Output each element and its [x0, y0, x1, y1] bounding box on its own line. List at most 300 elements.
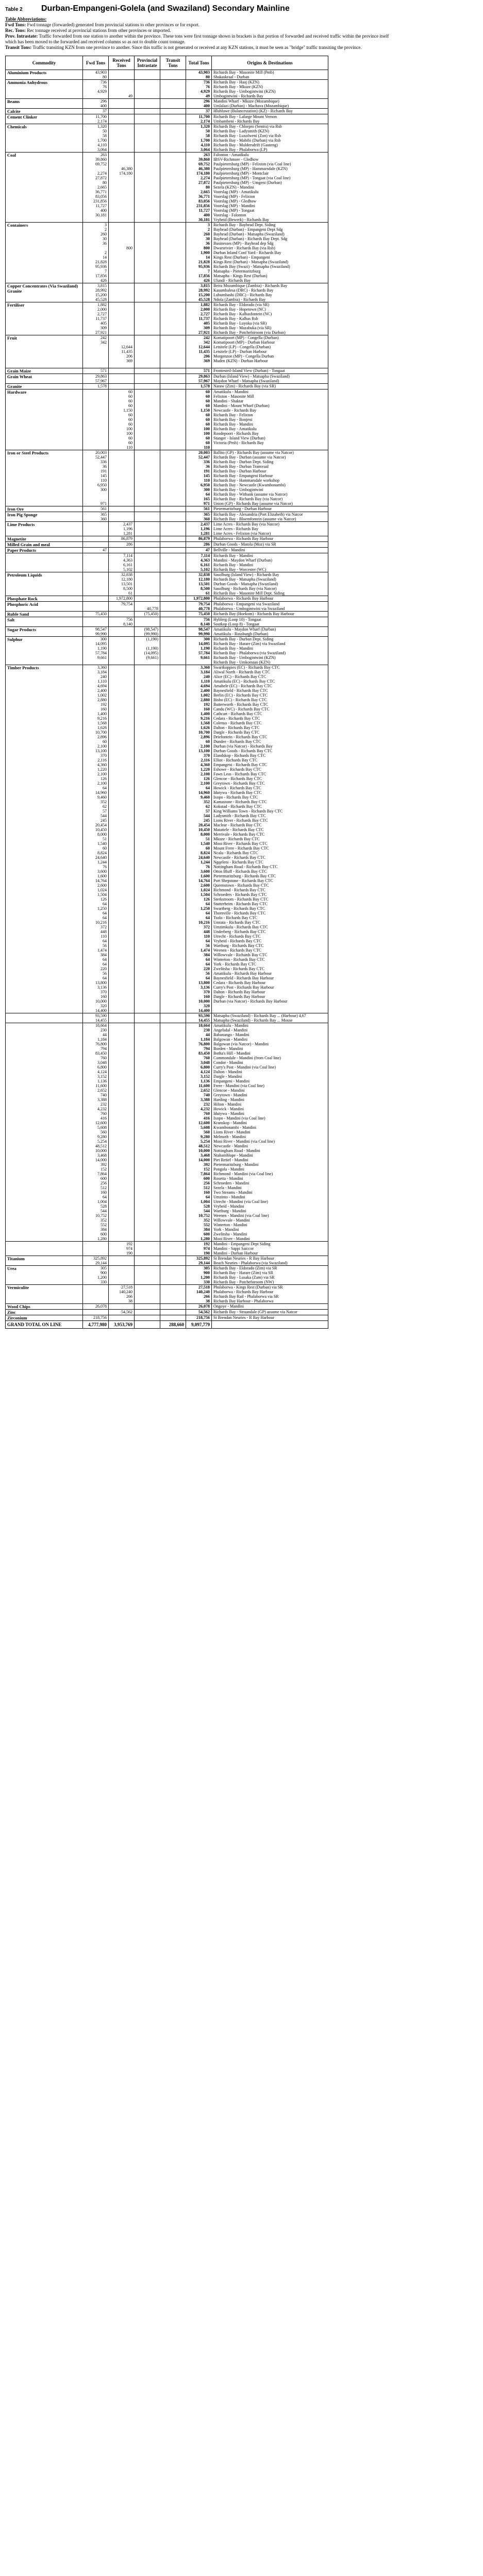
received-tons-cell: 1,972,800	[109, 596, 135, 602]
commodity-cell: Copper Concentrates (Via Swaziland) Granite	[6, 283, 83, 302]
transit-tons-cell	[160, 1023, 186, 1242]
origins-destinations-cell: Komatipoort (MP) - Congella (Durban) Komatipoort (MP) - Durban Harbour Letsitele (LP) - Congella (Durban) Letsitele (LP) - Durban Harbour Morgenzon (MP) - Congella Durban Muden (KZN) - Durban Harbour	[212, 335, 328, 368]
table-row	[6, 1285, 328, 1304]
origins-destinations-cell: Hyblerg (Loop 10) - Tongaat Soutkop (Loop 8) - Tongaat	[212, 617, 328, 627]
title-bar	[5, 4, 478, 13]
total-tons-cell: 98,547 99,990	[186, 627, 212, 637]
commodity-cell: Magnetite	[6, 536, 83, 542]
fwd-tons-cell: 3,360 3,184 240 1,110 4,694 2,400 1,002 2,880 192 160 1,400 9,216 1,568 1,626 10,700 2,896 60 2,100 13,100 370 2,116 4,360 1,220 2,100 126 2,100 64 14,960 9,460 352 62 57 544 245 20,454 10,450 8,000 51 1,540 60 8,824 24,640 1,244 76 3,600 1,600 14,764 2,600 1,024 1,504 126 64 1,250 64 64 10,216 372 448 110 64 56 1,474 384 64 64 220 56 64 13,800 3,136 370 160 10,000 320 14,400	[83, 665, 109, 1013]
commodity-cell: Beams	[6, 99, 83, 109]
provincial-intrastate-cell	[135, 450, 160, 506]
transit-tons-cell	[160, 368, 186, 374]
received-tons-cell	[109, 1315, 135, 1321]
table-row	[6, 283, 328, 302]
received-tons-cell: 79,754	[109, 602, 135, 612]
received-tons-cell	[109, 1256, 135, 1266]
transit-tons-cell	[160, 223, 186, 283]
total-tons-cell: 3 2 260 30 36 800 1,900 14 21,828 95,936 7 17,856 426	[186, 223, 212, 283]
received-tons-cell	[109, 384, 135, 389]
transit-tons-cell	[160, 450, 186, 506]
provincial-intrastate-cell	[135, 223, 160, 283]
freight-table	[5, 56, 328, 1329]
transit-tons-cell	[160, 522, 186, 536]
received-tons-cell	[109, 283, 135, 302]
commodity-cell: Fruit	[6, 335, 83, 368]
received-tons-cell: 2,437 1,196 1,281	[109, 522, 135, 536]
table-row	[6, 512, 328, 522]
provincial-intrastate-cell	[135, 1304, 160, 1310]
origins-destinations-cell: Richards Bay - Haaj (KZN) Richards Bay - Mkuze (KZN) Richards Bay - Umbogintwini (KZN) Umbogintwini - Richards Bay	[212, 80, 328, 99]
table-row	[6, 522, 328, 536]
origins-destinations-cell: Phalaborwa - Richards Bay Harbour	[212, 536, 328, 542]
received-tons-cell	[109, 1023, 135, 1242]
received-tons-cell	[109, 368, 135, 374]
transit-tons-cell	[160, 572, 186, 596]
received-tons-cell: 7,114 4,363 6,161 5,102	[109, 553, 135, 572]
origins-destinations-cell: Naraw (Zim) - Richards Bay (via SR)	[212, 384, 328, 389]
transit-tons-cell	[160, 109, 186, 114]
total-tons-cell: 1,320 50 58 1,700 4,110 3,064	[186, 124, 212, 152]
commodity-cell: Phosphate Rock	[6, 596, 83, 602]
total-tons-cell: 325,892 29,144	[186, 1256, 212, 1266]
transit-tons-cell	[160, 665, 186, 1013]
total-tons-cell: 27,518 140,240 266 38	[186, 1285, 212, 1304]
provincial-intrastate-cell	[135, 506, 160, 512]
table-title: Durban-Empangeni-Golela (and Swaziland) Secondary Mainline	[41, 4, 290, 13]
commodity-cell: Calcite	[6, 109, 83, 114]
provincial-intrastate-cell	[135, 542, 160, 548]
transit-tons-cell	[160, 283, 186, 302]
commodity-cell: Iron or Steel Products	[6, 450, 83, 506]
abbreviation-term: Fwd Tons:	[5, 22, 26, 27]
commodity-cell: Lime Products	[6, 522, 83, 536]
provincial-intrastate-cell: (98,547) (99,990)	[135, 627, 160, 637]
table-row	[6, 70, 328, 80]
fwd-tons-cell: 18,664 230 44 1,184 76,800 794 83,450 760 3,048 6,800 4,124 3,152 1,136 11,600 2,652 740 3,388 232 4,232 760 416 12,600 5,608 560 9,280 5,254 48,512 10,000 3,468 14,000 392 152 7,864 600 256 512 160 64 1,004 528 544 10,752 352 552 384 600 1,280	[83, 1023, 109, 1242]
total-tons-cell: 3,815 28,992 15,200 45,528	[186, 283, 212, 302]
origins-destinations-cell: Phalaborwa - Kings Rest (Durban) via SR Phalaborwa - Richards Bay Harbour Richards Bay Rail - Phalaborwa via SR Richards Bay Harbour - Phalaborwa	[212, 1285, 328, 1304]
received-tons-cell: 49	[109, 80, 135, 99]
table-row	[6, 553, 328, 572]
table-row	[6, 602, 328, 612]
total-tons-cell: 365 360	[186, 512, 212, 522]
origins-destinations-cell: St Brendan Neuries - R Bay Harbour Beach Neuries - Phalaborwa (via Swaziland)	[212, 1256, 328, 1266]
table-row	[6, 223, 328, 283]
provincial-intrastate-cell	[135, 548, 160, 553]
table-row	[6, 1315, 328, 1321]
fwd-tons-cell	[83, 617, 109, 627]
table-row	[6, 612, 328, 617]
grand-total-transit: 288,660	[160, 1321, 186, 1329]
provincial-intrastate-cell	[135, 553, 160, 572]
provincial-intrastate-cell	[135, 302, 160, 335]
received-tons-cell	[109, 450, 135, 506]
table-row	[6, 389, 328, 450]
total-tons-cell: 2,437 1,196 1,281	[186, 522, 212, 536]
grand-total-rec: 3,953,769	[109, 1321, 135, 1329]
provincial-intrastate-cell	[135, 70, 160, 80]
total-tons-cell: 60 60 60 60 1,150 60 60 60 100 100 60 60 110	[186, 389, 212, 450]
origins-destinations-cell: Richards Bay - Chlorpro (Sentra) via Rsb Richards Bay - Ladysmith (KZN) Richards Bay - Luxolweni (Zon) via Rsb Richards Bay - Mabibi (Durban) via Rsb Richards Bay - Muldersdrift (Gauteng) Richards Bay - Phalaborwa (LP)	[212, 124, 328, 152]
transit-tons-cell	[160, 1266, 186, 1285]
transit-tons-cell	[160, 602, 186, 612]
origins-destinations-cell: Richards Bay - Eldorado (Zim) via SR Richards Bay - Harare (Zim) via SR Richards Bay - Lusaka (Zam) via SR Richards Bay - Potchefstroom (NW)	[212, 1266, 328, 1285]
total-tons-cell: 29,863 57,967	[186, 374, 212, 384]
commodity-cell: Granite	[6, 384, 83, 389]
origins-destinations-cell: Phalaborwa - Empangeni via Swaziland Phalaborwa - Umbogintwini via Swaziland	[212, 602, 328, 612]
received-tons-cell	[109, 627, 135, 637]
received-tons-cell: 60 60 60 60 1,150 60 60 60 100 100 60 60 110	[109, 389, 135, 450]
fwd-tons-cell	[83, 389, 109, 450]
total-tons-cell: 756 8,140	[186, 617, 212, 627]
fwd-tons-cell	[83, 602, 109, 612]
origins-destinations-cell: Richards Bay - Masonite Mill (Pmb) Shakaskraal - Durban	[212, 70, 328, 80]
origins-destinations-cell: Sasolburg (Island View) - Richards Bay Richards Bay - Matsapha (Swaziland) Durban Goods - Matsapha (Swaziland) Sasolburg - Richards Bay (via Natcor) Richards Bay - Masonite Mill Dept. Siding	[212, 572, 328, 596]
provincial-intrastate-cell	[135, 283, 160, 302]
fwd-tons-cell: 26,078	[83, 1304, 109, 1310]
fwd-tons-cell: 1,320 50 58 1,700 4,110 3,064	[83, 124, 109, 152]
table-row	[6, 80, 328, 99]
header-received-tons: Received Tons	[109, 56, 135, 70]
received-tons-cell: 800	[109, 223, 135, 283]
provincial-intrastate-cell	[135, 384, 160, 389]
total-tons-cell: 571	[186, 368, 212, 374]
total-tons-cell: 7,114 4,363 6,161 5,102	[186, 553, 212, 572]
received-tons-cell: 46,380 174,180	[109, 152, 135, 223]
transit-tons-cell	[160, 627, 186, 637]
total-tons-cell: 296 400	[186, 99, 212, 109]
table-row	[6, 124, 328, 152]
abbreviations-block	[5, 16, 397, 50]
total-tons-cell: 11,700 2,174	[186, 114, 212, 124]
provincial-intrastate-cell: (1,190) (1,190) (14,095) (9,661)	[135, 637, 160, 665]
received-tons-cell: 192 974 190	[109, 1242, 135, 1256]
origins-destinations-cell: Richards Bay - Bayhead Dept. Siding Bayhead (Durban) - Empangeni Dept Sdg Bayhead (Durban) - Matsapha (Swaziland) Bayhead (Durban) - Richards Bay Dept. Sdg Businesses (MP) - Bayhead dep Sdg Dwarsrivier - Richards Bay (via Rsb) Durban Inland Conf Yard - Richards Bay Kings Rest (Durban) - Empangeni Kings Rest (Durban) - Matsapha (Swaziland) Richards Bay (Swazi) - Matsapha (Swaziland) Matsapha - Pietermaritzburg Matsapha - Kings Rest (Durban) Ulundi - Richards Bay	[212, 223, 328, 283]
provincial-intrastate-cell	[135, 335, 160, 368]
grand-total-label: GRAND TOTAL ON LINE	[6, 1321, 83, 1329]
origins-destinations-cell: Frontesteil-Island View (Durban) - Tongaat	[212, 368, 328, 374]
received-tons-cell	[109, 374, 135, 384]
commodity-cell: Fertiliser	[6, 302, 83, 335]
transit-tons-cell	[160, 99, 186, 109]
provincial-intrastate-cell	[135, 1315, 160, 1321]
fwd-tons-cell	[83, 536, 109, 542]
origins-destinations-cell: Ballito (GP) - Richards Bay (assume via Natcor) Richards Bay - Durban (assume via Natcor) Richards Bay - Durban Dept. Siding Richards Bay - Durban Transvaal Richards Bay - Durban Harbour Richards Bay - Empangeni Harbour Richards Bay - Hammarsdale workshop Richards Bay - Newcastle (Kwambonambi) Richards Bay - Umbogintwini Richards Bay - Witbank (assume via Natcor) Richards Bay - Richards Bay (via Natcor) Union (GP) - Richards Bay (assume via Natcor)	[212, 450, 328, 506]
commodity-cell	[6, 1023, 83, 1242]
origins-destinations-cell: Beira Mozambique (Zambia) - Richards Bay Kasumbalesa (DRC) - Richards Bay Lubumbashi (DRC) - Richards Bay Ndola (Zambia) - Richards Bay	[212, 283, 328, 302]
total-tons-cell: 300 14,095 1,190 57,784 9,661	[186, 637, 212, 665]
commodity-cell: Grain Maize	[6, 368, 83, 374]
table-row	[6, 114, 328, 124]
provincial-intrastate-cell	[135, 1310, 160, 1315]
total-tons-cell: 43,903 80	[186, 70, 212, 80]
total-tons-cell: 1,972,800	[186, 596, 212, 602]
transit-tons-cell	[160, 536, 186, 542]
total-tons-cell: 286	[186, 542, 212, 548]
transit-tons-cell	[160, 114, 186, 124]
commodity-cell: Zirconium	[6, 1315, 83, 1321]
table-row	[6, 1256, 328, 1266]
abbreviation-item	[5, 45, 397, 50]
received-tons-cell	[109, 99, 135, 109]
table-row	[6, 1242, 328, 1256]
commodity-cell: Zinc	[6, 1310, 83, 1315]
transit-tons-cell	[160, 617, 186, 627]
commodity-cell: Titanium	[6, 1256, 83, 1266]
received-tons-cell	[109, 302, 135, 335]
abbreviations-heading: Table Abbreviations:	[5, 16, 47, 22]
origins-destinations-cell: Bellville - Mandini	[212, 548, 328, 553]
transit-tons-cell	[160, 553, 186, 572]
commodity-cell	[6, 1242, 83, 1256]
received-tons-cell	[109, 124, 135, 152]
grand-total-row	[6, 1321, 328, 1329]
transit-tons-cell	[160, 512, 186, 522]
transit-tons-cell	[160, 548, 186, 553]
fwd-tons-cell	[83, 1242, 109, 1256]
transit-tons-cell	[160, 389, 186, 450]
provincial-intrastate-cell	[135, 1023, 160, 1242]
commodity-cell: Aluminium Products	[6, 70, 83, 80]
provincial-intrastate-cell	[135, 665, 160, 1013]
table-row	[6, 536, 328, 542]
table-header-row	[6, 56, 328, 70]
fwd-tons-cell	[83, 572, 109, 596]
commodity-cell: Timber Products	[6, 665, 83, 1013]
table-row	[6, 1013, 328, 1023]
fwd-tons-cell: 11,700 2,174	[83, 114, 109, 124]
provincial-intrastate-cell: 40,778	[135, 602, 160, 612]
transit-tons-cell	[160, 1315, 186, 1321]
commodity-cell: Iron Pig Sponge	[6, 512, 83, 522]
total-tons-cell: 37	[186, 109, 212, 114]
total-tons-cell: 736 76 4,929 49	[186, 80, 212, 99]
received-tons-cell	[109, 512, 135, 522]
transit-tons-cell	[160, 612, 186, 617]
table-row	[6, 596, 328, 602]
origins-destinations-cell: Richards Bay - Eldorado (via SR) Richards Bay - Hopetown (NC) Richards Bay - Kalbasfontein (NC) Richards Bay - Kalbas Rsb Richards Bay - Luyoka (via SR) Richards Bay - Mazabuka (via SR) Richards Bay - Potchefstroom (via Durban)	[212, 302, 328, 335]
origins-destinations-cell: Richards Bay (Hoekom) - Richards Bay Harbour	[212, 612, 328, 617]
commodity-cell: Coal	[6, 152, 83, 223]
fwd-tons-cell: 75,450	[83, 612, 109, 617]
fwd-tons-cell	[83, 553, 109, 572]
origins-destinations-cell: Phalaborwa - Richards Bay Harbour	[212, 596, 328, 602]
origins-destinations-cell: Mandini Wharf - Mkuze (Mozambique) Umlalazi (Durban) - Machava (Mozambique)	[212, 99, 328, 109]
commodity-cell: Sugar Products	[6, 627, 83, 637]
provincial-intrastate-cell	[135, 1242, 160, 1256]
abbreviation-item	[5, 28, 397, 33]
provincial-intrastate-cell	[135, 1256, 160, 1266]
commodity-cell	[6, 553, 83, 572]
commodity-cell: Ruble Sand	[6, 612, 83, 617]
commodity-cell	[6, 1013, 83, 1023]
received-tons-cell	[109, 612, 135, 617]
received-tons-cell	[109, 1304, 135, 1310]
origins-destinations-cell: Pietermaritzburg - Durban Harbour	[212, 506, 328, 512]
origins-destinations-cell: Hluhluwe (Balancestation) (KZ) - Richards Bay	[212, 109, 328, 114]
table-row	[6, 1310, 328, 1315]
transit-tons-cell	[160, 506, 186, 512]
provincial-intrastate-cell	[135, 80, 160, 99]
provincial-intrastate-cell	[135, 368, 160, 374]
fwd-tons-cell: 571	[83, 368, 109, 374]
table-row	[6, 1023, 328, 1242]
total-tons-cell: 305 900 1,200 330	[186, 1266, 212, 1285]
table-row	[6, 99, 328, 109]
total-tons-cell: 54,562	[186, 1310, 212, 1315]
origins-destinations-cell: Richards Bay - Struandale (GP) assume via Natcor	[212, 1310, 328, 1315]
received-tons-cell: 286	[109, 542, 135, 548]
fwd-tons-cell: 20,003 52,447 336 36 191 145 110 6,950 300 971	[83, 450, 109, 506]
received-tons-cell	[109, 1013, 135, 1023]
provincial-intrastate-cell	[135, 374, 160, 384]
received-tons-cell: 12,644 11,435 206 369	[109, 335, 135, 368]
received-tons-cell	[109, 1266, 135, 1285]
origins-destinations-cell: Richards Bay - Mandini Mandini - Maydon Wharf (Durban) Richards Bay - Mandini Richards Bay - Worcester (WC)	[212, 553, 328, 572]
provincial-intrastate-cell	[135, 572, 160, 596]
provincial-intrastate-cell	[135, 389, 160, 450]
commodity-cell: Vermiculite	[6, 1285, 83, 1304]
grand-total-od	[212, 1321, 328, 1329]
transit-tons-cell	[160, 1285, 186, 1304]
table-row	[6, 548, 328, 553]
commodity-cell: Phosphoric Acid	[6, 602, 83, 612]
provincial-intrastate-cell	[135, 596, 160, 602]
grand-total-prov	[135, 1321, 160, 1329]
table-row	[6, 506, 328, 512]
origins-destinations-cell: Richards Bay - Alexandria (Port Elizabeth) via Natcor Richards Bay - Bloemfontein (assume via Natcor)	[212, 512, 328, 522]
table-row	[6, 637, 328, 665]
transit-tons-cell	[160, 152, 186, 223]
provincial-intrastate-cell	[135, 124, 160, 152]
fwd-tons-cell: 37	[83, 109, 109, 114]
origins-destinations-cell: Ongoye - Mandini	[212, 1304, 328, 1310]
fwd-tons-cell	[83, 1285, 109, 1304]
fwd-tons-cell: 325,892 29,144	[83, 1256, 109, 1266]
transit-tons-cell	[160, 70, 186, 80]
received-tons-cell	[109, 109, 135, 114]
provincial-intrastate-cell	[135, 522, 160, 536]
fwd-tons-cell	[83, 1310, 109, 1315]
grand-total-fwd: 4,777,980	[83, 1321, 109, 1329]
transit-tons-cell	[160, 637, 186, 665]
provincial-intrastate-cell	[135, 1013, 160, 1023]
received-tons-cell	[109, 548, 135, 553]
transit-tons-cell	[160, 1013, 186, 1023]
total-tons-cell: 1,882 2,000 2,727 11,737 405 309 27,921	[186, 302, 212, 335]
fwd-tons-cell: 300 14,095 1,190 57,784 9,661	[83, 637, 109, 665]
transit-tons-cell	[160, 1304, 186, 1310]
transit-tons-cell	[160, 1256, 186, 1266]
provincial-intrastate-cell	[135, 152, 160, 223]
commodity-cell: Hardware	[6, 389, 83, 450]
origins-destinations-cell: Matsapha (Swaziland) - Richards Bay ... (Harbour) 4,67 Matsapha (Swaziland) - Richards Bay ... Mouse	[212, 1013, 328, 1023]
fwd-tons-cell: 242 342	[83, 335, 109, 368]
fwd-tons-cell: 98,547 99,990	[83, 627, 109, 637]
commodity-cell: Cement Clinker	[6, 114, 83, 124]
fwd-tons-cell: 736 76 4,929	[83, 80, 109, 99]
abbreviation-term: Prov. Intrastate:	[5, 33, 38, 39]
total-tons-cell: 86,879	[186, 536, 212, 542]
fwd-tons-cell: 3 2 260 30 36 2 14 21,828 95,936 7 17,856 426	[83, 223, 109, 283]
grand-total-total: 9,097,779	[186, 1321, 212, 1329]
header-fwd-tons: Fwd Tons	[83, 56, 109, 70]
abbreviation-text: Traffic forwarded from one station to another within the province. These tons were first tonnage shown in brackets is that portion of forwarded and received traffic within the province itself which has been moved to the forwarded and received columns so as not to double count tonnage.	[5, 33, 389, 44]
fwd-tons-cell: 1,882 2,000 2,727 11,737 405 309 27,921	[83, 302, 109, 335]
total-tons-cell: 75,450	[186, 612, 212, 617]
table-row	[6, 450, 328, 506]
received-tons-cell: 27,518 140,240 266 38	[109, 1285, 135, 1304]
commodity-cell: Wood Chips	[6, 1304, 83, 1310]
origins-destinations-cell: Amatikulu - Maydon Wharf (Durban) Amatikulu - Rossburgh (Durban)	[212, 627, 328, 637]
header-commodity: Commodity	[6, 56, 83, 70]
origins-destinations-cell: Durban (Island View) - Matsapha (Swaziland) Maydon Wharf - Matsapha (Swaziland)	[212, 374, 328, 384]
total-tons-cell: 20,003 52,447 336 36 191 145 110 6,950 300 64 165 971	[186, 450, 212, 506]
received-tons-cell	[109, 114, 135, 124]
received-tons-cell: 32,838 12,180 13,501 8,500 61	[109, 572, 135, 596]
transit-tons-cell	[160, 374, 186, 384]
table-row	[6, 368, 328, 374]
fwd-tons-cell: 1,578	[83, 384, 109, 389]
table-number: Table 2	[5, 7, 23, 12]
table-row	[6, 302, 328, 335]
fwd-tons-cell: 305 900 1,200 330	[83, 1266, 109, 1285]
origins-destinations-cell: Falonton - Amatikulu IBSV-Richmore - Gledhow Paulpietersburg (MP) - Felixton (via Coal line) Paulpietersburg (MP) - Hammarsdale (KZN) Paulpietersburg (MP) - Montclair Paulpietersburg (MP) - Tongaat (via Coal line) Paulpietersburg (MP) - Umgeni (Durban) Sezela (KZN) - Mandini Voorslag (MP) - Amatikulu Voorslag (MP) - Felixton Voorslag (MP) - Gledhow Voorslag (MP) - Mandini Voorslag (MP) - Tongaat Voorslag - Falonton Vryheid (Bewerk) - Richards Bay	[212, 152, 328, 223]
origins-destinations-cell: St Brendan Neuries - R Bay Harbour	[212, 1315, 328, 1321]
total-tons-cell: 18,664 230 44 1,184 76,800 794 83,450 760 3,048 6,800 4,124 3,152 1,136 11,600 2,652 740 3,388 232 4,232 760 416 12,600 5,608 560 9,280 5,254 48,512 10,000 3,468 14,000 392 152 7,864 600 256 512 160 64 1,004 528 544 10,752 352 552 384 600 1,280	[186, 1023, 212, 1242]
fwd-tons-cell: 3,815 28,992 15,200 45,528	[83, 283, 109, 302]
total-tons-cell: 192 974 190	[186, 1242, 212, 1256]
abbreviation-text: Rec tonnage received at provincial stations from other provinces or imported.	[27, 28, 171, 33]
origins-destinations-cell: Richards Bay - Lafarge Mount Vernon Umbambeni - Richards Bay	[212, 114, 328, 124]
header-provincial-intrastate: Provincial Intrastate	[135, 56, 160, 70]
total-tons-cell: 1,578	[186, 384, 212, 389]
provincial-intrastate-cell	[135, 512, 160, 522]
provincial-intrastate-cell	[135, 109, 160, 114]
fwd-tons-cell	[83, 596, 109, 602]
fwd-tons-cell	[83, 542, 109, 548]
total-tons-cell: 79,754 40,778	[186, 602, 212, 612]
total-tons-cell: 47	[186, 548, 212, 553]
provincial-intrastate-cell	[135, 1285, 160, 1304]
commodity-cell: Chemicals	[6, 124, 83, 152]
commodity-cell: Milled Grain and meal	[6, 542, 83, 548]
table-row	[6, 335, 328, 368]
abbreviation-item	[5, 33, 397, 45]
origins-destinations-cell: Durban Goods - Matola (Moz) via SR	[212, 542, 328, 548]
transit-tons-cell	[160, 384, 186, 389]
received-tons-cell: 86,879	[109, 536, 135, 542]
fwd-tons-cell: 93,590 14,455	[83, 1013, 109, 1023]
transit-tons-cell	[160, 1242, 186, 1256]
table-row	[6, 1266, 328, 1285]
provincial-intrastate-cell	[135, 99, 160, 109]
commodity-cell: Iron Ore	[6, 506, 83, 512]
total-tons-cell: 32,838 12,180 13,501 8,500 61	[186, 572, 212, 596]
abbreviation-term: Rec. Tons:	[5, 28, 26, 33]
abbreviation-item	[5, 22, 397, 28]
origins-destinations-cell: Mandini - Empangeni Dept Siding Mandini - Sappi Saiccor Mandini - Durban Harbour	[212, 1242, 328, 1256]
commodity-cell: Paper Products	[6, 548, 83, 553]
total-tons-cell: 26,078	[186, 1304, 212, 1310]
table-row	[6, 152, 328, 223]
table-row	[6, 1304, 328, 1310]
received-tons-cell	[109, 70, 135, 80]
total-tons-cell: 242 342 12,644 11,435 206 369	[186, 335, 212, 368]
fwd-tons-cell: 263 39,860 69,752 2,274 27,872 80 2,665 36,771 83,056 231,856 11,727 400 30,181	[83, 152, 109, 223]
commodity-cell: Petroleum Liquids	[6, 572, 83, 596]
received-tons-cell	[109, 506, 135, 512]
